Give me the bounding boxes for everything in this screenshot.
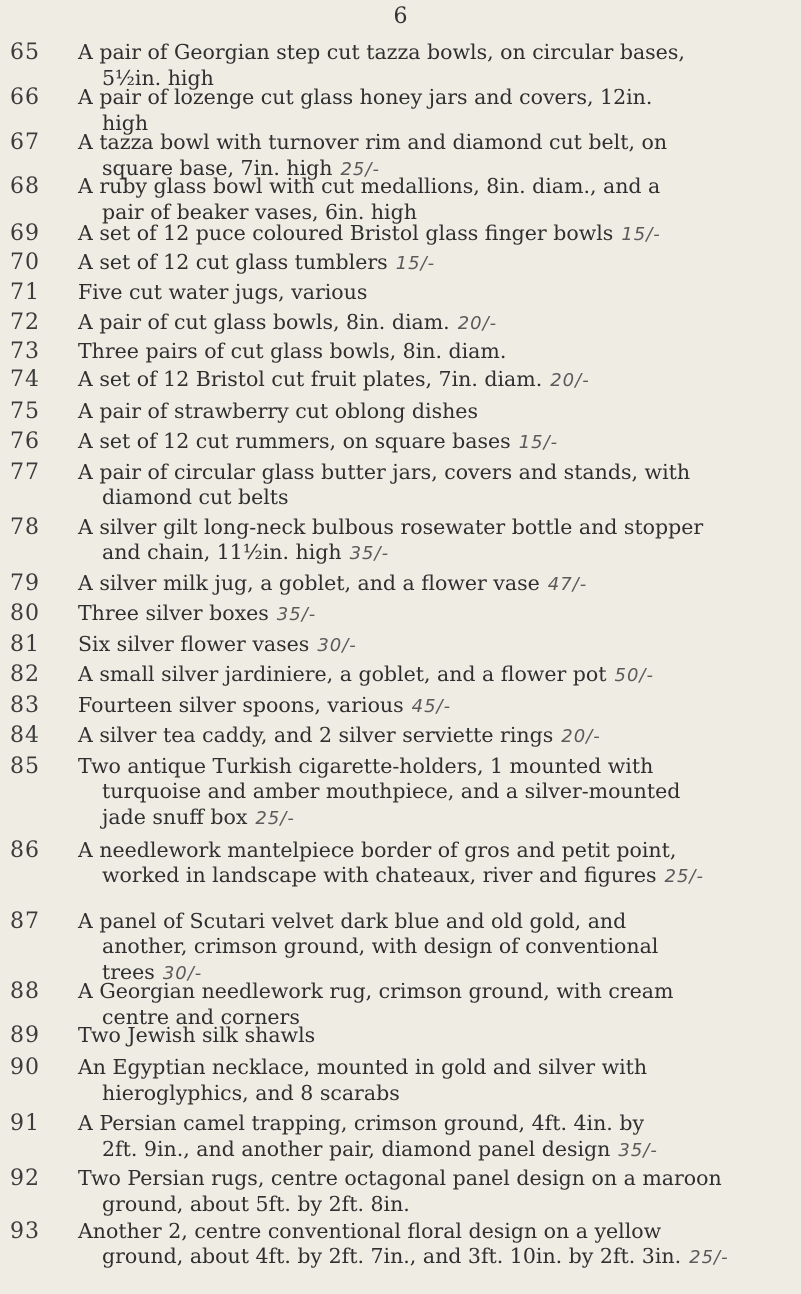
lot-description-line: 2ft. 9in., and another pair, diamond panel design 35/- xyxy=(102,1136,658,1161)
lot-item xyxy=(0,632,801,659)
lot-item xyxy=(0,838,801,890)
lot-description-line: A set of 12 cut glass tumblers 15/- xyxy=(78,249,436,274)
lot-description-line: A Persian camel trapping, crimson ground, 4ft. 4in. by xyxy=(78,1111,645,1136)
lot-number: 74 xyxy=(10,366,40,392)
lot-description-line: A pair of strawberry cut oblong dishes xyxy=(78,398,478,423)
lot-number: 87 xyxy=(10,908,40,934)
lot-item xyxy=(0,1219,801,1271)
lot-item xyxy=(0,662,801,689)
lot-number: 69 xyxy=(10,220,40,246)
lot-item xyxy=(0,221,801,248)
lot-number: 79 xyxy=(10,570,40,596)
lot-description-line: A pair of cut glass bowls, 8in. diam. 20/- xyxy=(78,309,498,334)
lot-item xyxy=(0,909,801,987)
lot-item xyxy=(0,571,801,598)
lot-description-line: A Georgian needlework rug, crimson ground, with cream xyxy=(78,979,674,1004)
handwritten-price: 35/- xyxy=(618,1139,658,1161)
lot-number: 83 xyxy=(10,692,40,718)
lot-number: 92 xyxy=(10,1166,40,1192)
lot-description-line: An Egyptian necklace, mounted in gold and silver with xyxy=(78,1055,648,1080)
lot-description-line: and chain, 11½in. high 35/- xyxy=(102,540,390,565)
lot-item xyxy=(0,1023,801,1049)
lot-description-line: Two antique Turkish cigarette-holders, 1 mounted with xyxy=(78,753,654,778)
lot-item xyxy=(0,1055,801,1106)
handwritten-price: 25/- xyxy=(340,158,380,180)
lot-description-line: A ruby glass bowl with cut medallions, 8in. diam., and a xyxy=(78,174,661,199)
lot-number: 82 xyxy=(10,662,40,688)
lot-number: 67 xyxy=(10,130,40,156)
lot-item xyxy=(0,429,801,456)
lot-description-line: turquoise and amber mouthpiece, and a silver-mounted xyxy=(102,779,681,804)
lot-number: 78 xyxy=(10,514,40,540)
lot-item xyxy=(0,310,801,337)
lot-description-line: A silver milk jug, a goblet, and a flower vase 47/- xyxy=(78,570,588,595)
lot-description-line: high xyxy=(102,110,149,135)
lot-item xyxy=(0,280,801,306)
lot-description-line: A silver tea caddy, and 2 silver serviette rings 20/- xyxy=(78,723,601,748)
lot-item xyxy=(0,250,801,277)
handwritten-price: 20/- xyxy=(550,369,590,391)
lot-description-line: Fourteen silver spoons, various 45/- xyxy=(78,692,452,717)
handwritten-price: 25/- xyxy=(689,1247,729,1269)
lot-description-line: another, crimson ground, with design of conventional xyxy=(102,934,659,959)
lot-item xyxy=(0,723,801,750)
lot-number: 68 xyxy=(10,174,40,200)
lot-item xyxy=(0,754,801,832)
lot-description-line: A set of 12 puce coloured Bristol glass finger bowls 15/- xyxy=(78,220,661,245)
lot-description-line: diamond cut belts xyxy=(102,485,289,510)
lot-description-line: hieroglyphics, and 8 scarabs xyxy=(102,1080,400,1105)
lot-number: 93 xyxy=(10,1218,40,1244)
lot-number: 72 xyxy=(10,309,40,335)
lot-description-line: Three pairs of cut glass bowls, 8in. diam. xyxy=(78,338,507,363)
lot-item xyxy=(0,367,801,394)
handwritten-price: 30/- xyxy=(162,962,203,984)
lot-description-line: A silver gilt long-neck bulbous rosewater bottle and stopper xyxy=(78,514,704,539)
lot-description-line: worked in landscape with chateaux, river and figures 25/- xyxy=(102,863,704,888)
lot-number: 90 xyxy=(10,1055,40,1081)
lot-number: 80 xyxy=(10,601,40,627)
lot-description-line: A pair of lozenge cut glass honey jars and covers, 12in. xyxy=(78,85,653,110)
lot-number: 91 xyxy=(10,1111,40,1137)
handwritten-price: 45/- xyxy=(411,695,452,717)
lot-description-line: Five cut water jugs, various xyxy=(78,280,368,305)
lot-description-line: A set of 12 cut rummers, on square bases 15/- xyxy=(78,429,559,454)
lot-item xyxy=(0,693,801,720)
handwritten-price: 15/- xyxy=(518,432,559,454)
lot-item xyxy=(0,1111,801,1163)
lot-description-line: A small silver jardiniere, a goblet, and a flower pot 50/- xyxy=(78,662,654,687)
lot-item xyxy=(0,601,801,628)
handwritten-price: 35/- xyxy=(349,543,390,565)
lot-number: 71 xyxy=(10,280,40,306)
lot-number: 88 xyxy=(10,979,40,1005)
lot-number: 66 xyxy=(10,85,40,111)
lot-number: 65 xyxy=(10,40,40,65)
lot-item xyxy=(0,339,801,365)
lot-description-line: ground, about 4ft. by 2ft. 7in., and 3ft. 10in. by 2ft. 3in. 25/- xyxy=(102,1244,729,1269)
lot-description-line: A pair of circular glass butter jars, covers and stands, with xyxy=(78,459,691,484)
handwritten-price: 15/- xyxy=(621,223,661,245)
lot-description-line: A set of 12 Bristol cut fruit plates, 7in. diam. 20/- xyxy=(78,366,590,391)
lot-item xyxy=(0,174,801,225)
lot-description-line: ground, about 5ft. by 2ft. 8in. xyxy=(102,1191,410,1216)
lot-number: 75 xyxy=(10,398,40,424)
lot-description-line: A panel of Scutari velvet dark blue and old gold, and xyxy=(78,908,627,933)
handwritten-price: 30/- xyxy=(317,634,357,656)
lot-description-line: Two Persian rugs, centre octagonal panel design on a maroon xyxy=(78,1166,722,1191)
lot-number: 76 xyxy=(10,429,40,455)
lot-item xyxy=(0,515,801,567)
lot-number: 84 xyxy=(10,723,40,749)
handwritten-price: 25/- xyxy=(664,866,704,888)
handwritten-price: 35/- xyxy=(276,604,317,626)
handwritten-price: 15/- xyxy=(395,252,436,274)
lot-description-line: square base, 7in. high 25/- xyxy=(102,155,380,180)
lot-number: 77 xyxy=(10,459,40,485)
lot-description-line: Six silver flower vases 30/- xyxy=(78,631,357,656)
handwritten-price: 25/- xyxy=(255,807,295,829)
lot-description-line: A tazza bowl with turnover rim and diamond cut belt, on xyxy=(78,130,668,155)
lot-description-line: Three silver boxes 35/- xyxy=(78,601,317,626)
lot-item xyxy=(0,85,801,136)
lot-description-line: A pair of Georgian step cut tazza bowls, on circular bases, xyxy=(78,40,685,64)
lot-number: 81 xyxy=(10,631,40,657)
handwritten-price: 50/- xyxy=(614,665,654,687)
lot-item xyxy=(0,40,801,91)
lot-number: 89 xyxy=(10,1023,40,1049)
lot-description-line: Two Jewish silk shawls xyxy=(78,1023,316,1048)
lot-item xyxy=(0,399,801,425)
lot-item xyxy=(0,460,801,511)
lot-number: 85 xyxy=(10,753,40,779)
lot-number: 86 xyxy=(10,837,40,863)
handwritten-price: 47/- xyxy=(547,573,588,595)
lot-description-line: pair of beaker vases, 6in. high xyxy=(102,199,417,224)
lot-description-line: 5½in. high xyxy=(102,65,214,90)
lot-description-line: Another 2, centre conventional floral design on a yellow xyxy=(78,1218,662,1243)
lot-description-line: jade snuff box 25/- xyxy=(102,804,295,829)
handwritten-price: 20/- xyxy=(561,726,601,748)
lot-description-line: trees 30/- xyxy=(102,959,203,984)
handwritten-price: 20/- xyxy=(457,312,498,334)
page-number: 6 xyxy=(393,4,408,29)
lot-number: 70 xyxy=(10,249,40,275)
lot-description-line: centre and corners xyxy=(102,1004,300,1029)
lot-description-line: A needlework mantelpiece border of gros and petit point, xyxy=(78,837,677,862)
lot-number: 73 xyxy=(10,338,40,364)
lot-item xyxy=(0,1166,801,1217)
